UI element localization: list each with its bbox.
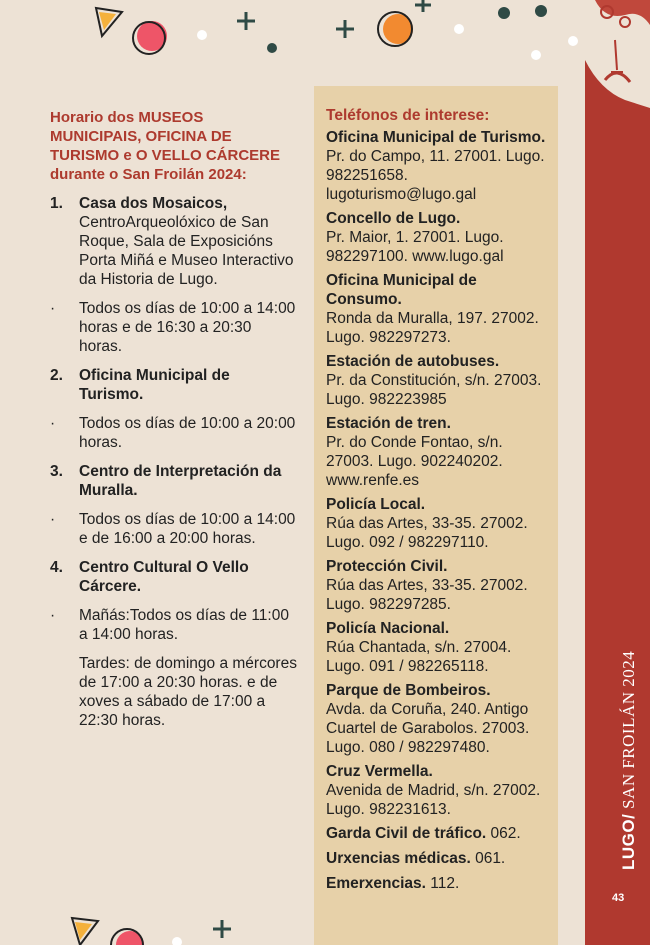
schedule-item: 4. Centro Cultural O Vello Cárcere. bbox=[50, 559, 249, 595]
contact-entry: Policía Nacional. Rúa Chantada, s/n. 27004. Lugo. 091 / 982265118. bbox=[326, 620, 512, 675]
contact-entry: Garda Civil de tráfico. 062. bbox=[326, 825, 521, 842]
schedule-hours: · Mañás:Todos os días de 11:00 a 14:00 horas. bbox=[50, 607, 289, 643]
contact-entry: Concello de Lugo. Pr. Maior, 1. 27001. Lugo. 982297100. www.lugo.gal bbox=[326, 210, 504, 265]
contact-entry: Urxencias médicas. 061. bbox=[326, 850, 506, 867]
contact-entry: Cruz Vermella. Avenida de Madrid, s/n. 27002. Lugo. 982231613. bbox=[326, 763, 541, 818]
side-title: LUGO/ SAN FROILÁN 2024 bbox=[619, 650, 638, 870]
contact-entry: Protección Civil. Rúa das Artes, 33-35. 27002. Lugo. 982297285. bbox=[326, 558, 528, 613]
schedule-item: 1. Casa dos Mosaicos, CentroArqueolóxico de San Roque, Sala de Exposicións Porta Miñá e Museo Interactivo da Historia de Lugo. bbox=[50, 195, 294, 288]
schedule-item: 3. Centro de Interpretación da Muralla. bbox=[50, 463, 282, 499]
schedule-title: Horario dos MUSEOS MUNICIPAIS, OFICINA DE TURISMO e O VELLO CÁRCERE durante o San Froilán 2024: bbox=[50, 109, 281, 183]
contact-entry: Policía Local. Rúa das Artes, 33-35. 27002. Lugo. 092 / 982297110. bbox=[326, 496, 528, 551]
contact-entry: Emerxencias. 112. bbox=[326, 875, 460, 892]
dragon-illustration-icon bbox=[585, 0, 650, 108]
contact-entry: Estación de autobuses. Pr. da Constitución, s/n. 27003. Lugo. 982223985 bbox=[326, 353, 542, 408]
schedule-hours: · Todos os días de 10:00 a 14:00 horas e de 16:30 a 20:30 horas. bbox=[50, 300, 296, 355]
phones-title: Teléfonos de interese: bbox=[326, 107, 490, 124]
phone-panel bbox=[314, 86, 558, 945]
schedule-hours: Tardes: de domingo a mércores de 17:00 a 20:30 horas. e de xoves a sábado de 17:00 a 22:30 horas. bbox=[79, 655, 297, 729]
contact-entry: Oficina Municipal de Turismo. Pr. do Campo, 11. 27001. Lugo. 982251658. lugoturismo@lugo.gal bbox=[326, 129, 546, 203]
contact-entry: Oficina Municipal de Consumo. Ronda da Muralla, 197. 27002. Lugo. 982297273. bbox=[326, 272, 539, 346]
side-banner bbox=[585, 0, 650, 945]
schedule-hours: · Todos os días de 10:00 a 20:00 horas. bbox=[50, 415, 296, 451]
schedule-item: 2. Oficina Municipal de Turismo. bbox=[50, 367, 230, 403]
page-number: 43 bbox=[612, 892, 625, 904]
contact-entry: Estación de tren. Pr. do Conde Fontao, s/n. 27003. Lugo. 902240202. www.renfe.es bbox=[326, 415, 503, 489]
schedule-hours: · Todos os días de 10:00 a 14:00 e de 16:00 a 20:00 horas. bbox=[50, 511, 296, 547]
contact-entry: Parque de Bombeiros. Avda. da Coruña, 240. Antigo Cuartel de Garabolos. 27003. Lugo. 080 / 982297480. bbox=[326, 682, 530, 756]
museum-schedule bbox=[50, 108, 298, 740]
